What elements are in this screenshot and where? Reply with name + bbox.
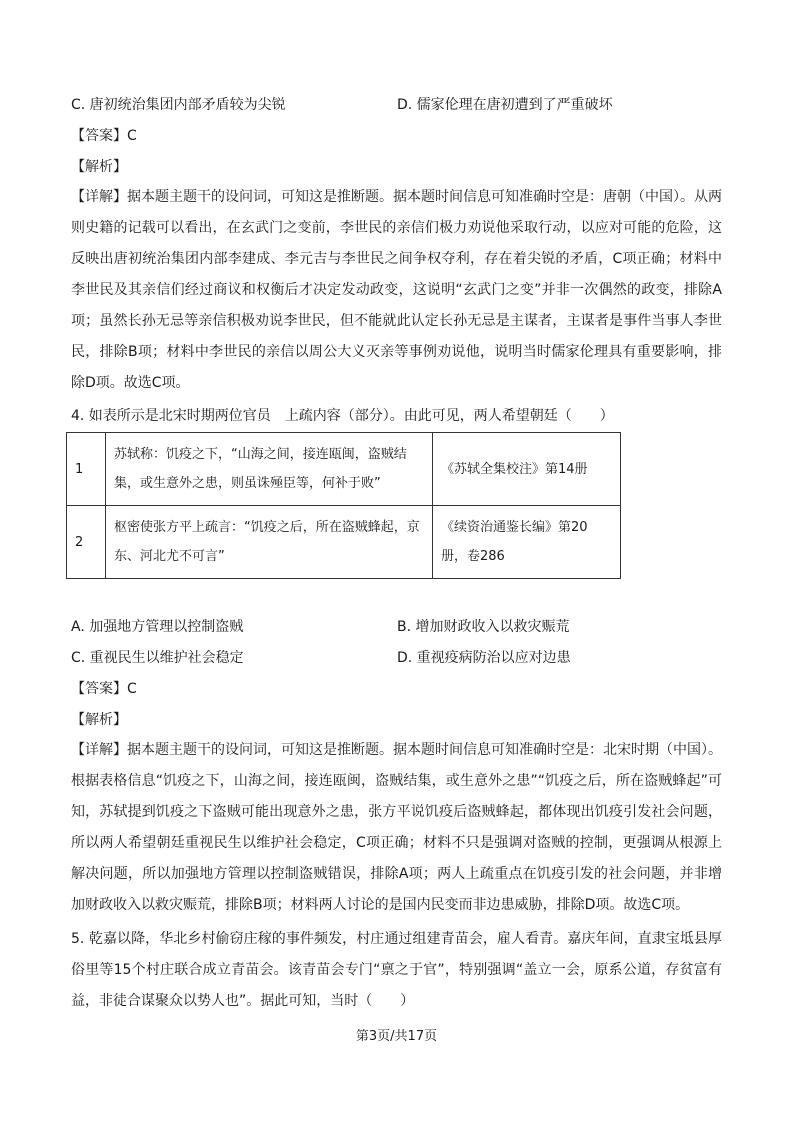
q3-analysis-label: 【解析】	[71, 159, 127, 175]
q4-table	[66, 432, 621, 579]
table-cell-source: 《续资治通鉴长编》第20册，卷286	[433, 506, 621, 579]
q4-detail: 【详解】据本题主题干的设问词，可知这是推断题。据本题时间信息可知准确时空是：北宋时期（中国）。根据表格信息“饥疫之下，山海之间，接连瓯闽，盗贼结集，或生意外之患”“饥疫之后，所在盗贼蜂起”可知，苏轼提到饥疫之下盗贼可能出现意外之患，张方平说饥疫后盗贼蜂起，都体现出饥疫引发社会问题，所以两人希望朝廷重视民生以维护社会稳定，C项正确；材料不只是强调对盗贼的控制，更强调从根源上解决问题，所以加强地方管理以控制盗贼错误，排除A项；两人上疏重点在饥疫引发的社会问题，并非增加财政收入以救灾赈荒，排除B项；材料两人讨论的是国内民变而非边患威胁，排除D项。故选C项。	[71, 742, 722, 913]
q3-answer: 【答案】C	[71, 128, 137, 144]
q4-option-c: C. 重视民生以维护社会稳定	[71, 650, 244, 666]
q3-option-c: C. 唐初统治集团内部矛盾较为尖锐	[71, 97, 286, 113]
table-cell-content: 苏轼称：饥疫之下，“山海之间，接连瓯闽，盗贼结集，或生意外之患，则虽诛殛臣等，何补于败”	[106, 433, 433, 506]
q4-answer: 【答案】C	[71, 681, 137, 697]
q4-analysis-label: 【解析】	[71, 712, 127, 728]
q3-option-d: D. 儒家伦理在唐初遭到了严重破坏	[397, 97, 613, 113]
q5-stem: 5. 乾嘉以降，华北乡村偷窃庄稼的事件频发，村庄通过组建青苗会，雇人看青。嘉庆年间，直隶宝坻县厚俗里等15个村庄联合成立青苗会。该青苗会专门“禀之于官”，特别强调“盖立一会，原系公道，存贫富有益，非徒合谋聚众以势人也”。据此可知，当时（ ）	[71, 931, 722, 1009]
q3-detail: 【详解】据本题主题干的设问词，可知这是推断题。据本题时间信息可知准确时空是：唐朝（中国）。从两则史籍的记载可以看出，在玄武门之变前，李世民的亲信们极力劝说他采取行动，以应对可能的危险，这反映出唐初统治集团内部李建成、李元吉与李世民之间争权夺利，存在着尖锐的矛盾，C项正确；材料中李世民及其亲信们经过商议和权衡后才决定发动政变，这说明“玄武门之变”并非一次偶然的政变，排除A项；虽然长孙无忌等亲信积极劝说李世民，但不能就此认定长孙无忌是主谋者，主谋者是事件当事人李世民，排除B项；材料中李世民的亲信以周公大义灭亲等事例劝说他，说明当时儒家伦理具有重要影响，排除D项。故选C项。	[71, 189, 722, 391]
table-row	[67, 433, 621, 506]
table-row	[67, 506, 621, 579]
q4-option-b: B. 增加财政收入以救灾赈荒	[397, 619, 570, 635]
q4-option-a: A. 加强地方管理以控制盗贼	[71, 619, 244, 635]
table-cell-num: 2	[67, 506, 106, 579]
table-cell-content: 枢密使张方平上疏言：“饥疫之后，所在盗贼蜂起，京东、河北尤不可言”	[106, 506, 433, 579]
table-cell-source: 《苏轼全集校注》第14册	[433, 433, 621, 506]
table-cell-num: 1	[67, 433, 106, 506]
q4-stem: 4. 如表所示是北宋时期两位官员 上疏内容（部分）。由此可见，两人希望朝廷（ ）	[71, 408, 614, 424]
q4-option-d: D. 重视疫病防治以应对边患	[397, 650, 571, 666]
page-number: 第3页/共17页	[355, 1029, 438, 1044]
